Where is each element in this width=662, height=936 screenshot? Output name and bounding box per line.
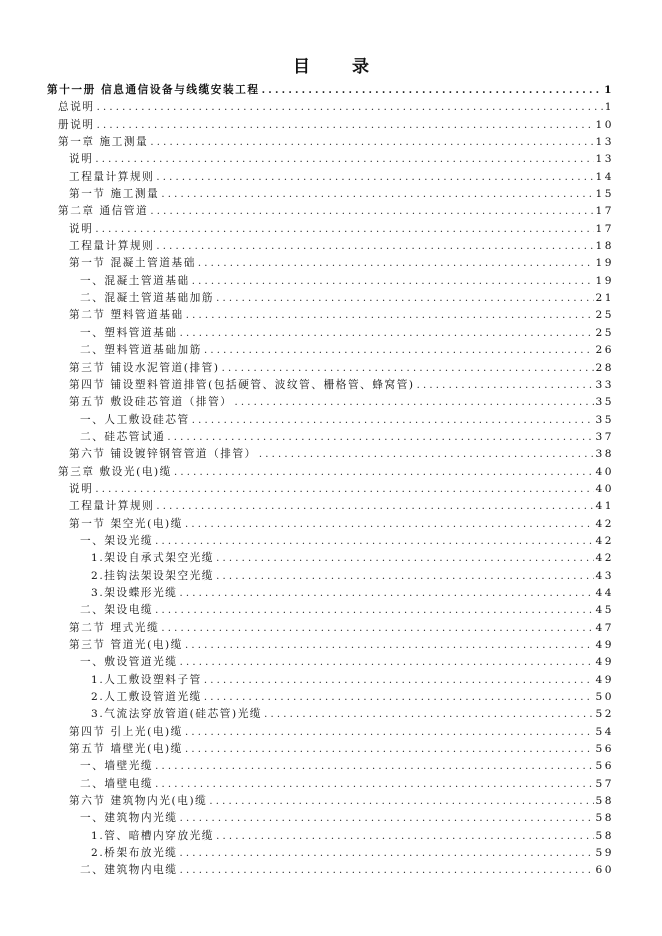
toc-entry-label: 二、架设电缆 — [80, 604, 154, 617]
dot-leader — [192, 412, 594, 429]
toc-entry-page-number: 49 — [595, 673, 614, 686]
toc-entry[interactable] — [47, 117, 614, 134]
toc-entry[interactable] — [47, 533, 614, 550]
dot-leader — [204, 342, 594, 359]
dot-leader — [161, 186, 593, 203]
toc-entry[interactable] — [47, 307, 614, 324]
toc-entry-label: 2.人工敷设管道光缆 — [91, 691, 202, 704]
dot-leader — [209, 793, 593, 810]
toc-entry-label: 第一节 架空光(电)缆 — [69, 517, 183, 530]
dot-leader — [185, 741, 594, 758]
toc-entry-page-number: 13 — [595, 153, 614, 166]
toc-entry-label: 第二节 埋式光缆 — [69, 621, 160, 634]
dot-leader — [186, 307, 594, 324]
toc-entry-page-number: 44 — [595, 586, 614, 599]
toc-entry[interactable] — [47, 169, 614, 186]
toc-entry-label: 第一章 施工测量 — [58, 136, 149, 149]
toc-entry[interactable] — [47, 134, 614, 151]
toc-entry-label: 2.桥架布放光缆 — [91, 847, 178, 860]
toc-entry[interactable] — [47, 793, 614, 810]
toc-entry-label: 一、人工敷设硅芯管 — [80, 413, 190, 426]
dot-leader — [222, 360, 594, 377]
toc-entry[interactable] — [47, 221, 614, 238]
toc-entry-page-number: 43 — [595, 569, 614, 582]
toc-entry[interactable] — [47, 602, 614, 619]
toc-entry-page-number: 26 — [595, 344, 614, 357]
toc-entry-page-number: 13 — [595, 136, 614, 149]
toc-entry-label: 3.架设蝶形光缆 — [91, 586, 178, 599]
dot-leader — [179, 845, 593, 862]
toc-entry-label: 第六节 铺设镀锌钢管管道（排管） — [69, 448, 257, 461]
toc-entry-label: 说明 — [69, 482, 94, 495]
dot-leader — [204, 672, 594, 689]
toc-entry[interactable] — [47, 620, 614, 637]
dot-leader — [216, 828, 593, 845]
toc-entry-label: 说明 — [69, 222, 94, 235]
dot-leader — [198, 255, 594, 272]
toc-entry-label: 总说明 — [58, 101, 95, 114]
toc-entry-page-number: 59 — [595, 847, 614, 860]
dot-leader — [174, 464, 594, 481]
toc-entry[interactable] — [47, 429, 614, 446]
toc-entry[interactable] — [47, 862, 614, 879]
toc-entry[interactable] — [47, 290, 614, 307]
toc-entry[interactable] — [47, 377, 614, 394]
toc-entry-page-number: 37 — [595, 430, 614, 443]
dot-leader — [204, 689, 594, 706]
dot-leader — [235, 394, 594, 411]
toc-entry-label: 一、墙壁光缆 — [80, 760, 154, 773]
toc-entry-page-number: 42 — [595, 517, 614, 530]
toc-entry-page-number: 21 — [595, 292, 614, 305]
toc-entry-label: 二、墙壁电缆 — [80, 777, 154, 790]
toc-entry[interactable] — [47, 394, 614, 411]
toc-entry-page-number: 49 — [595, 656, 614, 669]
toc-entry-page-number: 1 — [604, 101, 614, 114]
toc-entry-label: 第三节 管道光(电)缆 — [69, 639, 183, 651]
toc-entry-label: 第四节 铺设塑料管道排管(包括硬管、波纹管、栅格管、蜂窝管) — [69, 378, 415, 391]
dot-leader — [417, 377, 594, 394]
toc-entry-label: 一、敷设管道光缆 — [80, 656, 178, 669]
dot-leader — [150, 134, 593, 151]
dot-leader — [216, 550, 593, 567]
toc-entry-page-number: 19 — [595, 274, 614, 287]
toc-entry-page-number: 57 — [595, 777, 614, 790]
toc-entry-label: 第一节 施工测量 — [69, 188, 160, 201]
table-of-contents — [47, 82, 614, 880]
toc-entry[interactable] — [47, 82, 614, 99]
toc-entry-label: 二、建筑物内电缆 — [80, 864, 178, 877]
toc-entry-page-number: 42 — [595, 552, 614, 565]
toc-entry-page-number: 19 — [595, 257, 614, 270]
toc-entry[interactable] — [47, 741, 614, 758]
dot-leader — [216, 290, 593, 307]
toc-entry-page-number: 58 — [595, 829, 614, 842]
dot-leader — [155, 602, 593, 619]
toc-entry[interactable] — [47, 342, 614, 359]
toc-entry-label: 3.气流法穿放管道(硅芯管)光缆 — [91, 708, 263, 721]
dot-leader — [185, 516, 594, 533]
toc-entry-page-number: 60 — [595, 864, 614, 877]
toc-entry-label: 第五节 敷设硅芯管道（排管） — [69, 396, 233, 409]
toc-entry[interactable] — [47, 498, 614, 515]
toc-entry-page-number: 33 — [595, 378, 614, 391]
dot-leader — [150, 203, 593, 220]
dot-leader — [259, 446, 594, 463]
dot-leader — [167, 429, 593, 446]
toc-entry-page-number: 25 — [595, 309, 614, 322]
toc-entry-page-number: 58 — [595, 812, 614, 825]
dot-leader — [155, 758, 593, 775]
dot-leader — [262, 82, 603, 99]
toc-entry-label: 二、塑料管道基础加筋 — [80, 344, 202, 357]
toc-entry-label: 工程量计算规则 — [69, 240, 155, 253]
toc-entry-label: 1.架设自承式架空光缆 — [91, 552, 215, 565]
dot-leader — [180, 810, 594, 827]
toc-entry-label: 第六节 建筑物内光(电)缆 — [69, 795, 208, 808]
toc-entry[interactable] — [47, 464, 614, 481]
toc-entry-page-number: 45 — [595, 604, 614, 617]
toc-entry-label: 第一节 混凝土管道基础 — [69, 257, 196, 270]
toc-entry-page-number: 41 — [595, 500, 614, 513]
toc-entry[interactable] — [47, 238, 614, 255]
toc-entry-label: 第三章 敷设光(电)缆 — [58, 465, 172, 478]
toc-entry[interactable] — [47, 637, 614, 654]
toc-entry-label: 一、建筑物内光缆 — [80, 812, 178, 825]
toc-entry-page-number: 47 — [595, 621, 614, 634]
toc-entry-label: 第三节 铺设水泥管道(排管) — [69, 361, 220, 374]
toc-entry-label: 一、塑料管道基础 — [80, 326, 178, 339]
toc-entry-label: 一、架设光缆 — [80, 534, 154, 547]
dot-leader — [161, 620, 593, 637]
toc-entry[interactable] — [47, 776, 614, 793]
dot-leader — [95, 221, 593, 238]
toc-entry-page-number: 56 — [595, 760, 614, 773]
toc-entry[interactable] — [47, 845, 614, 862]
dot-leader — [155, 533, 593, 550]
toc-entry-label: 1.人工敷设塑料子管 — [91, 673, 202, 686]
toc-entry-label: 第十一册 信息通信设备与线缆安装工程 — [47, 84, 260, 96]
toc-entry[interactable] — [47, 481, 614, 498]
toc-entry[interactable] — [47, 689, 614, 706]
toc-entry[interactable] — [47, 325, 614, 342]
toc-entry-page-number: 35 — [595, 396, 614, 409]
toc-entry[interactable] — [47, 828, 614, 845]
dot-leader — [156, 498, 593, 515]
toc-entry[interactable] — [47, 186, 614, 203]
toc-entry-label: 二、硅芯管试通 — [80, 430, 166, 443]
page-title: 目 录 — [293, 57, 387, 77]
toc-entry-label: 1.管、暗槽内穿放光缆 — [91, 829, 215, 842]
toc-entry[interactable] — [47, 568, 614, 585]
toc-entry-page-number: 40 — [595, 465, 614, 478]
toc-entry-page-number: 25 — [595, 326, 614, 339]
toc-entry-page-number: 52 — [595, 708, 614, 721]
toc-entry-label: 工程量计算规则 — [69, 500, 155, 513]
toc-entry[interactable] — [47, 654, 614, 671]
toc-entry-page-number: 10 — [595, 118, 614, 131]
toc-entry-page-number: 50 — [595, 691, 614, 704]
toc-entry[interactable] — [47, 412, 614, 429]
toc-entry[interactable] — [47, 446, 614, 463]
dot-leader — [156, 238, 593, 255]
dot-leader — [97, 117, 594, 134]
dot-leader — [185, 637, 594, 654]
dot-leader — [97, 99, 603, 116]
toc-entry-page-number: 14 — [595, 170, 614, 183]
toc-entry-page-number: 28 — [595, 361, 614, 374]
dot-leader — [179, 585, 593, 602]
toc-entry[interactable] — [47, 255, 614, 272]
toc-entry-page-number: 49 — [595, 639, 614, 651]
toc-entry-label: 第二节 塑料管道基础 — [69, 309, 184, 322]
toc-entry[interactable] — [47, 151, 614, 168]
toc-entry-page-number: 38 — [595, 448, 614, 461]
toc-entry-label: 二、混凝土管道基础加筋 — [80, 292, 215, 305]
toc-entry-page-number: 15 — [595, 188, 614, 201]
dot-leader — [180, 325, 594, 342]
toc-entry[interactable] — [47, 360, 614, 377]
toc-entry-label: 第二章 通信管道 — [58, 205, 149, 218]
dot-leader — [95, 151, 593, 168]
toc-entry-page-number: 42 — [595, 534, 614, 547]
dot-leader — [192, 273, 594, 290]
toc-entry-page-number: 1 — [604, 84, 614, 96]
toc-entry-page-number: 58 — [595, 795, 614, 808]
toc-entry-page-number: 17 — [595, 205, 614, 218]
toc-entry[interactable] — [47, 516, 614, 533]
toc-entry-label: 第四节 引上光(电)缆 — [69, 725, 183, 738]
toc-entry[interactable] — [47, 706, 614, 723]
toc-entry[interactable] — [47, 724, 614, 741]
toc-entry-label: 2.挂钩法架设架空光缆 — [91, 569, 215, 582]
toc-entry[interactable] — [47, 585, 614, 602]
toc-entry-page-number: 40 — [595, 482, 614, 495]
toc-entry-page-number: 18 — [595, 240, 614, 253]
dot-leader — [156, 169, 593, 186]
dot-leader — [95, 481, 593, 498]
toc-entry[interactable] — [47, 550, 614, 567]
toc-entry-label: 一、混凝土管道基础 — [80, 274, 190, 287]
toc-entry-page-number: 56 — [595, 743, 614, 756]
toc-entry[interactable] — [47, 672, 614, 689]
toc-entry-label: 册说明 — [58, 118, 95, 131]
dot-leader — [180, 654, 594, 671]
toc-entry[interactable] — [47, 273, 614, 290]
dot-leader — [185, 724, 594, 741]
toc-entry[interactable] — [47, 99, 614, 116]
toc-entry-label: 工程量计算规则 — [69, 170, 155, 183]
dot-leader — [155, 776, 593, 793]
toc-entry-label: 说明 — [69, 153, 94, 166]
dot-leader — [180, 862, 594, 879]
toc-entry-page-number: 54 — [595, 725, 614, 738]
toc-entry-label: 第五节 墙壁光(电)缆 — [69, 743, 183, 756]
toc-entry-page-number: 17 — [595, 222, 614, 235]
toc-entry-page-number: 35 — [595, 413, 614, 426]
toc-entry[interactable] — [47, 203, 614, 220]
dot-leader — [264, 706, 593, 723]
toc-entry[interactable] — [47, 758, 614, 775]
toc-entry[interactable] — [47, 810, 614, 827]
dot-leader — [216, 568, 593, 585]
